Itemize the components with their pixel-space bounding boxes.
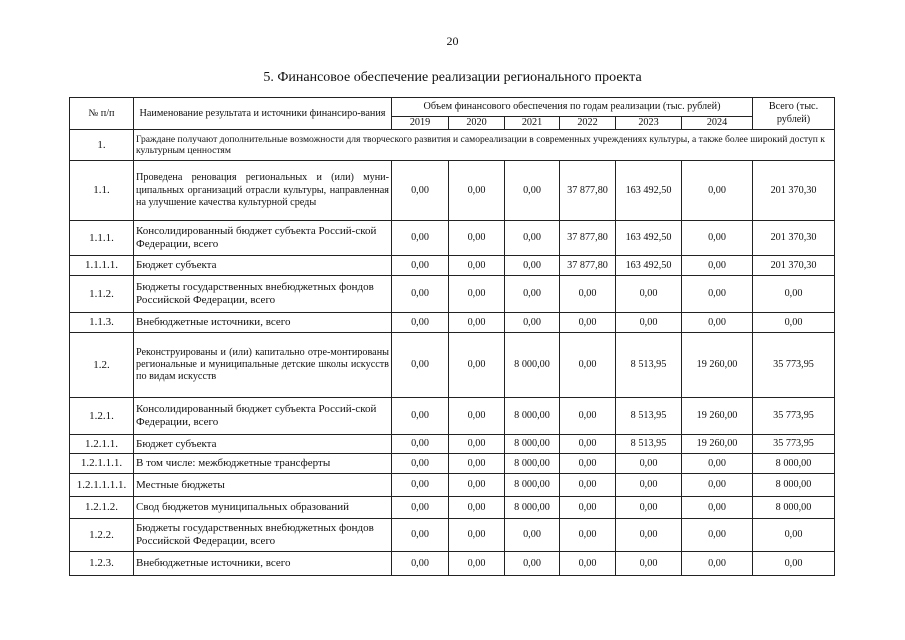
row-value-2019: 0,00	[392, 313, 449, 333]
table-row	[70, 497, 835, 519]
header-num: № п/п	[70, 98, 134, 130]
row-value-2023: 163 492,50	[616, 161, 682, 221]
table-row	[70, 256, 835, 276]
row-value-2022: 0,00	[560, 519, 616, 552]
row-value-2021: 8 000,00	[505, 435, 560, 454]
table-row	[70, 454, 835, 474]
row-value-2021: 0,00	[505, 256, 560, 276]
row-value-2023: 8 513,95	[616, 398, 682, 435]
row-number: 1.1.	[70, 161, 134, 221]
row-number: 1.2.1.1.1.	[70, 454, 134, 474]
row-name: Реконструированы и (или) капитально отре-монтированы региональные и муниципальные детские школы искусств по видам искусств	[134, 333, 392, 398]
row-name: Внебюджетные источники, всего	[134, 313, 392, 333]
row-value-2024: 0,00	[682, 313, 753, 333]
row-value-2020: 0,00	[449, 435, 505, 454]
row-value-2020: 0,00	[449, 398, 505, 435]
row-value-2020: 0,00	[449, 474, 505, 497]
table-row	[70, 398, 835, 435]
row-value-2023: 0,00	[616, 497, 682, 519]
table-body	[70, 130, 835, 576]
row-value-2024: 0,00	[682, 256, 753, 276]
row-name: Бюджет субъекта	[134, 256, 392, 276]
row-value-2024: 19 260,00	[682, 435, 753, 454]
row-value-2021: 0,00	[505, 313, 560, 333]
table-row	[70, 333, 835, 398]
row-value-2019: 0,00	[392, 552, 449, 576]
row-number: 1.2.1.1.1.1.	[70, 474, 134, 497]
row-name: В том числе: межбюджетные трансферты	[134, 454, 392, 474]
row-value-2021: 8 000,00	[505, 474, 560, 497]
row-value-2020: 0,00	[449, 519, 505, 552]
row-number: 1.1.1.	[70, 221, 134, 256]
row-name: Бюджет субъекта	[134, 435, 392, 454]
row-number: 1.2.3.	[70, 552, 134, 576]
row-total: 35 773,95	[753, 398, 835, 435]
row-total: 8 000,00	[753, 474, 835, 497]
row-value-2021: 8 000,00	[505, 497, 560, 519]
row-value-2024: 0,00	[682, 552, 753, 576]
header-name: Наименование результата и источники финансиро-вания	[134, 98, 392, 130]
row-value-2020: 0,00	[449, 256, 505, 276]
row-total: 0,00	[753, 552, 835, 576]
row-value-2024: 0,00	[682, 161, 753, 221]
header-total: Всего (тыс. рублей)	[753, 98, 835, 130]
row-name: Местные бюджеты	[134, 474, 392, 497]
header-year-2024: 2024	[682, 117, 753, 130]
row-total: 8 000,00	[753, 454, 835, 474]
row-value-2019: 0,00	[392, 276, 449, 313]
row-value-2021: 8 000,00	[505, 333, 560, 398]
row-value-2021: 0,00	[505, 276, 560, 313]
row-number: 1.2.1.2.	[70, 497, 134, 519]
row-value-2023: 0,00	[616, 276, 682, 313]
row-total: 0,00	[753, 313, 835, 333]
row-name: Проведена реновация региональных и (или) муни-ципальных организаций отрасли культуры, направленная на улучшение качества культурной среды	[134, 161, 392, 221]
table-row	[70, 519, 835, 552]
row-value-2022: 0,00	[560, 552, 616, 576]
row-value-2021: 0,00	[505, 161, 560, 221]
row-value-2019: 0,00	[392, 333, 449, 398]
row-name: Консолидированный бюджет субъекта Россий-ской Федерации, всего	[134, 221, 392, 256]
row-value-2019: 0,00	[392, 435, 449, 454]
row-value-2019: 0,00	[392, 454, 449, 474]
row-value-2022: 0,00	[560, 313, 616, 333]
row-value-2022: 0,00	[560, 454, 616, 474]
row-value-2021: 0,00	[505, 519, 560, 552]
table-row	[70, 161, 835, 221]
row-value-2022: 0,00	[560, 333, 616, 398]
row-total: 35 773,95	[753, 333, 835, 398]
row-total: 35 773,95	[753, 435, 835, 454]
row-value-2024: 0,00	[682, 454, 753, 474]
row-value-2022: 0,00	[560, 435, 616, 454]
row-total: 201 370,30	[753, 256, 835, 276]
page-title: 5. Финансовое обеспечение реализации регионального проекта	[263, 70, 642, 85]
row-value-2024: 0,00	[682, 474, 753, 497]
row-value-2021: 8 000,00	[505, 454, 560, 474]
row-value-2021: 8 000,00	[505, 398, 560, 435]
row-value-2024: 0,00	[682, 276, 753, 313]
row-value-2023: 163 492,50	[616, 221, 682, 256]
row-value-2023: 0,00	[616, 552, 682, 576]
row-value-2020: 0,00	[449, 161, 505, 221]
row-number: 1.2.	[70, 333, 134, 398]
table-row	[70, 474, 835, 497]
header-year-2019: 2019	[392, 117, 449, 130]
row-value-2022: 0,00	[560, 276, 616, 313]
financing-table	[69, 97, 835, 576]
row-value-2023: 8 513,95	[616, 333, 682, 398]
page-number: 20	[446, 34, 459, 48]
row-value-2019: 0,00	[392, 161, 449, 221]
row-value-2022: 0,00	[560, 497, 616, 519]
row-value-2024: 0,00	[682, 221, 753, 256]
section-row	[70, 130, 835, 161]
table-row	[70, 435, 835, 454]
header-year-2022: 2022	[560, 117, 616, 130]
row-name: Консолидированный бюджет субъекта Россий-ской Федерации, всего	[134, 398, 392, 435]
row-value-2021: 0,00	[505, 552, 560, 576]
row-number: 1.2.1.	[70, 398, 134, 435]
row-value-2022: 0,00	[560, 398, 616, 435]
row-value-2022: 37 877,80	[560, 161, 616, 221]
row-value-2022: 37 877,80	[560, 221, 616, 256]
row-name: Бюджеты государственных внебюджетных фондов Российской Федерации, всего	[134, 519, 392, 552]
row-number: 1.2.2.	[70, 519, 134, 552]
row-name: Свод бюджетов муниципальных образований	[134, 497, 392, 519]
row-number: 1.1.1.1.	[70, 256, 134, 276]
row-value-2023: 163 492,50	[616, 256, 682, 276]
row-value-2020: 0,00	[449, 333, 505, 398]
row-value-2020: 0,00	[449, 454, 505, 474]
row-value-2019: 0,00	[392, 221, 449, 256]
table-row	[70, 552, 835, 576]
row-total: 201 370,30	[753, 221, 835, 256]
table-row	[70, 221, 835, 256]
row-value-2019: 0,00	[392, 519, 449, 552]
row-value-2019: 0,00	[392, 474, 449, 497]
table-row	[70, 276, 835, 313]
row-value-2023: 0,00	[616, 454, 682, 474]
table-row	[70, 313, 835, 333]
section-num: 1.	[70, 130, 134, 161]
row-total: 0,00	[753, 276, 835, 313]
row-total: 0,00	[753, 519, 835, 552]
row-value-2019: 0,00	[392, 398, 449, 435]
row-value-2020: 0,00	[449, 221, 505, 256]
row-value-2023: 0,00	[616, 519, 682, 552]
row-name: Внебюджетные источники, всего	[134, 552, 392, 576]
row-value-2020: 0,00	[449, 497, 505, 519]
row-value-2020: 0,00	[449, 276, 505, 313]
row-value-2019: 0,00	[392, 256, 449, 276]
row-value-2024: 0,00	[682, 519, 753, 552]
row-value-2020: 0,00	[449, 313, 505, 333]
row-value-2024: 0,00	[682, 497, 753, 519]
header-year-2023: 2023	[616, 117, 682, 130]
row-value-2021: 0,00	[505, 221, 560, 256]
row-value-2023: 0,00	[616, 313, 682, 333]
section-text: Граждане получают дополнительные возможности для творческого развития и самореализации в современных учреждениях культуры, а также более широкий доступ к культурным ценностям	[134, 130, 835, 161]
row-value-2020: 0,00	[449, 552, 505, 576]
row-number: 1.1.3.	[70, 313, 134, 333]
row-value-2024: 19 260,00	[682, 398, 753, 435]
row-value-2019: 0,00	[392, 497, 449, 519]
row-total: 8 000,00	[753, 497, 835, 519]
row-name: Бюджеты государственных внебюджетных фондов Российской Федерации, всего	[134, 276, 392, 313]
header-year-2020: 2020	[449, 117, 505, 130]
header-year-2021: 2021	[505, 117, 560, 130]
row-number: 1.1.2.	[70, 276, 134, 313]
row-value-2022: 37 877,80	[560, 256, 616, 276]
row-value-2024: 19 260,00	[682, 333, 753, 398]
row-value-2023: 8 513,95	[616, 435, 682, 454]
table-header	[70, 98, 835, 130]
row-value-2023: 0,00	[616, 474, 682, 497]
header-period: Объем финансового обеспечения по годам реализации (тыс. рублей)	[392, 98, 753, 117]
row-total: 201 370,30	[753, 161, 835, 221]
row-value-2022: 0,00	[560, 474, 616, 497]
row-number: 1.2.1.1.	[70, 435, 134, 454]
